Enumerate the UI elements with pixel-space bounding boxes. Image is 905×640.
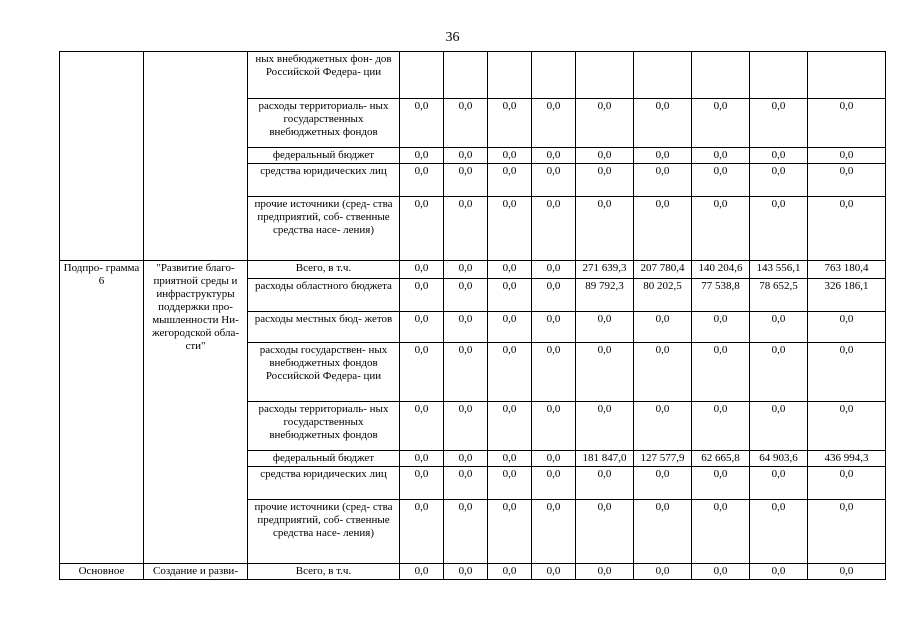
value-cell: 0,0 <box>634 197 692 261</box>
value-cell: 0,0 <box>400 564 444 580</box>
value-cell: 0,0 <box>532 500 576 564</box>
value-cell: 0,0 <box>444 343 488 402</box>
value-cell: 0,0 <box>444 500 488 564</box>
value-cell: 77 538,8 <box>692 279 750 312</box>
value-cell: 0,0 <box>488 467 532 500</box>
value-cell: 0,0 <box>692 402 750 451</box>
value-cell: 0,0 <box>444 261 488 279</box>
value-cell: 62 665,8 <box>692 451 750 467</box>
value-cell <box>750 52 808 99</box>
value-cell: 0,0 <box>750 402 808 451</box>
value-cell: 0,0 <box>692 343 750 402</box>
value-cell: 326 186,1 <box>808 279 886 312</box>
value-cell: 0,0 <box>488 197 532 261</box>
value-cell: 0,0 <box>400 261 444 279</box>
value-cell: 0,0 <box>576 343 634 402</box>
value-cell <box>808 52 886 99</box>
value-cell: 0,0 <box>692 148 750 164</box>
value-cell: 0,0 <box>750 312 808 343</box>
table-row <box>60 261 886 279</box>
value-cell: 0,0 <box>532 164 576 197</box>
value-cell: 0,0 <box>400 500 444 564</box>
value-cell: 0,0 <box>532 451 576 467</box>
row-label: прочие источники (сред- ства предприятий, соб- ственные средства насе- ления) <box>248 197 400 261</box>
value-cell <box>400 52 444 99</box>
value-cell: 0,0 <box>532 261 576 279</box>
value-cell: 0,0 <box>444 467 488 500</box>
value-cell: 0,0 <box>488 500 532 564</box>
value-cell: 0,0 <box>634 148 692 164</box>
value-cell: 89 792,3 <box>576 279 634 312</box>
value-cell: 0,0 <box>692 500 750 564</box>
value-cell: 0,0 <box>750 564 808 580</box>
value-cell: 0,0 <box>488 99 532 148</box>
value-cell: 0,0 <box>808 197 886 261</box>
value-cell: 0,0 <box>634 312 692 343</box>
value-cell <box>444 52 488 99</box>
value-cell: 0,0 <box>488 402 532 451</box>
value-cell: 143 556,1 <box>750 261 808 279</box>
value-cell: 0,0 <box>634 99 692 148</box>
budget-table <box>59 51 886 580</box>
value-cell: 0,0 <box>634 402 692 451</box>
value-cell: 0,0 <box>692 99 750 148</box>
name-cell <box>144 52 248 261</box>
row-label: прочие источники (сред- ства предприятий, соб- ственные средства насе- ления) <box>248 500 400 564</box>
value-cell: 0,0 <box>532 402 576 451</box>
value-cell: 0,0 <box>532 467 576 500</box>
value-cell: 0,0 <box>750 148 808 164</box>
value-cell: 0,0 <box>444 197 488 261</box>
value-cell: 127 577,9 <box>634 451 692 467</box>
value-cell: 0,0 <box>634 564 692 580</box>
value-cell: 64 903,6 <box>750 451 808 467</box>
value-cell: 0,0 <box>532 279 576 312</box>
value-cell: 0,0 <box>444 451 488 467</box>
value-cell: 0,0 <box>444 99 488 148</box>
row-label: средства юридических лиц <box>248 164 400 197</box>
row-label: расходы государствен- ных внебюджетных фондов Российской Федера- ции <box>248 343 400 402</box>
value-cell: 0,0 <box>576 312 634 343</box>
value-cell: 0,0 <box>634 343 692 402</box>
value-cell: 0,0 <box>634 164 692 197</box>
value-cell: 0,0 <box>488 564 532 580</box>
table-row <box>60 52 886 99</box>
value-cell: 0,0 <box>576 99 634 148</box>
budget-table-body <box>60 52 886 580</box>
value-cell: 0,0 <box>692 312 750 343</box>
value-cell: 0,0 <box>444 148 488 164</box>
value-cell: 0,0 <box>400 279 444 312</box>
value-cell: 0,0 <box>488 148 532 164</box>
value-cell: 140 204,6 <box>692 261 750 279</box>
value-cell: 0,0 <box>692 467 750 500</box>
value-cell: 207 780,4 <box>634 261 692 279</box>
code-cell <box>60 52 144 261</box>
row-label: федеральный бюджет <box>248 148 400 164</box>
value-cell: 181 847,0 <box>576 451 634 467</box>
value-cell: 0,0 <box>692 564 750 580</box>
value-cell: 0,0 <box>400 164 444 197</box>
value-cell: 0,0 <box>488 261 532 279</box>
value-cell: 80 202,5 <box>634 279 692 312</box>
value-cell <box>576 52 634 99</box>
value-cell: 0,0 <box>400 343 444 402</box>
value-cell: 0,0 <box>692 197 750 261</box>
row-label: расходы областного бюджета <box>248 279 400 312</box>
value-cell: 0,0 <box>576 564 634 580</box>
value-cell: 0,0 <box>576 148 634 164</box>
value-cell: 0,0 <box>808 500 886 564</box>
value-cell: 0,0 <box>444 279 488 312</box>
subprogram-code: Подпро- грамма 6 <box>60 261 144 564</box>
value-cell: 0,0 <box>532 312 576 343</box>
value-cell <box>488 52 532 99</box>
row-label: средства юридических лиц <box>248 467 400 500</box>
value-cell: 0,0 <box>488 451 532 467</box>
value-cell: 0,0 <box>808 148 886 164</box>
value-cell: 0,0 <box>576 467 634 500</box>
value-cell: 0,0 <box>808 312 886 343</box>
value-cell: 0,0 <box>634 500 692 564</box>
value-cell: 0,0 <box>488 164 532 197</box>
value-cell: 0,0 <box>576 402 634 451</box>
row-label: ных внебюджетных фон- дов Российской Федера- ции <box>248 52 400 99</box>
value-cell: 0,0 <box>750 500 808 564</box>
value-cell: 0,0 <box>750 467 808 500</box>
value-cell: 0,0 <box>808 164 886 197</box>
value-cell <box>532 52 576 99</box>
value-cell: 0,0 <box>692 164 750 197</box>
value-cell: 0,0 <box>400 312 444 343</box>
value-cell <box>692 52 750 99</box>
value-cell: 0,0 <box>400 197 444 261</box>
table-row <box>60 564 886 580</box>
value-cell: 0,0 <box>532 564 576 580</box>
value-cell: 0,0 <box>808 402 886 451</box>
value-cell: 436 994,3 <box>808 451 886 467</box>
subprogram-name: "Развитие благо- приятной среды и инфраструктуры поддержки про- мышленности Ни- жегородской обла- сти" <box>144 261 248 564</box>
value-cell: 0,0 <box>808 99 886 148</box>
value-cell: 0,0 <box>444 402 488 451</box>
value-cell: 763 180,4 <box>808 261 886 279</box>
value-cell: 0,0 <box>750 197 808 261</box>
value-cell: 0,0 <box>750 99 808 148</box>
value-cell: 0,0 <box>532 343 576 402</box>
value-cell: 0,0 <box>488 312 532 343</box>
row-label: федеральный бюджет <box>248 451 400 467</box>
value-cell: 0,0 <box>808 564 886 580</box>
value-cell: 0,0 <box>808 343 886 402</box>
row-label: расходы территориаль- ных государственных внебюджетных фондов <box>248 402 400 451</box>
value-cell: 0,0 <box>400 451 444 467</box>
value-cell: 0,0 <box>444 312 488 343</box>
main-event-name: Создание и разви- <box>144 564 248 580</box>
value-cell: 0,0 <box>532 99 576 148</box>
row-label: Всего, в т.ч. <box>248 564 400 580</box>
value-cell: 0,0 <box>400 467 444 500</box>
main-event-code: Основное <box>60 564 144 580</box>
value-cell: 0,0 <box>750 343 808 402</box>
value-cell: 0,0 <box>532 148 576 164</box>
row-label: Всего, в т.ч. <box>248 261 400 279</box>
value-cell: 0,0 <box>488 279 532 312</box>
value-cell: 0,0 <box>750 164 808 197</box>
value-cell: 0,0 <box>400 402 444 451</box>
value-cell: 0,0 <box>576 500 634 564</box>
value-cell: 0,0 <box>576 197 634 261</box>
value-cell: 0,0 <box>808 467 886 500</box>
value-cell: 0,0 <box>444 564 488 580</box>
value-cell: 78 652,5 <box>750 279 808 312</box>
value-cell: 0,0 <box>488 343 532 402</box>
value-cell: 0,0 <box>400 148 444 164</box>
value-cell <box>634 52 692 99</box>
row-label: расходы территориаль- ных государственных внебюджетных фондов <box>248 99 400 148</box>
value-cell: 271 639,3 <box>576 261 634 279</box>
value-cell: 0,0 <box>634 467 692 500</box>
row-label: расходы местных бюд- жетов <box>248 312 400 343</box>
value-cell: 0,0 <box>576 164 634 197</box>
page-number: 36 <box>445 30 460 45</box>
value-cell: 0,0 <box>444 164 488 197</box>
value-cell: 0,0 <box>532 197 576 261</box>
value-cell: 0,0 <box>400 99 444 148</box>
